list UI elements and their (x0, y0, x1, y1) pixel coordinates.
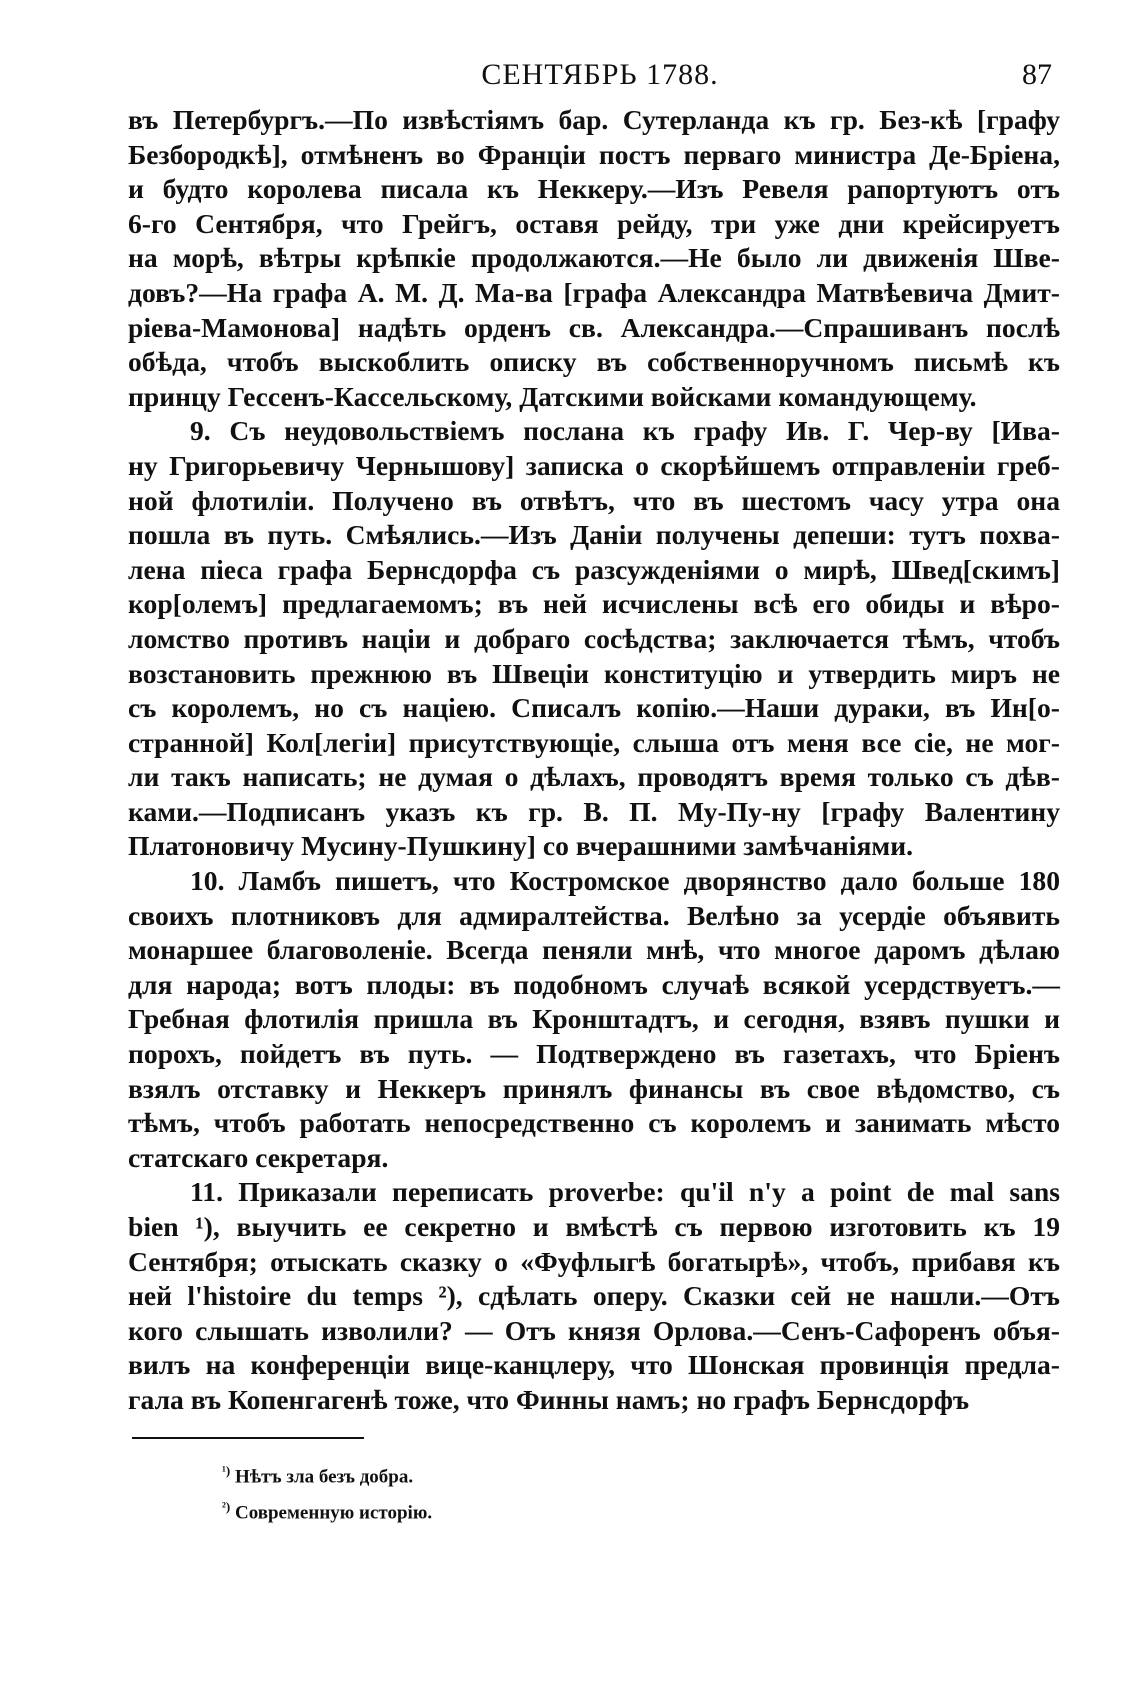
text-line: bien ¹), выучить ее секретно и вмѣстѣ съ первою изготовить къ 19 (128, 1211, 1060, 1242)
footnote (222, 1456, 432, 1492)
text-line: 10. Ламбъ пишетъ, что Костромское дворянство дало больше 180 (190, 865, 1060, 897)
text-line: принцу Гессенъ-Кассельскому, Датскими войсками командующему. (128, 380, 977, 412)
footnotes (222, 1456, 432, 1529)
text-line: Гребная флотилія пришла въ Кронштадтъ, и сегодня, взявъ пушки и (128, 1003, 1060, 1035)
paragraph (128, 414, 1060, 864)
text-line: Сентября; отыскать сказку о «Фуфлыгѣ богатырѣ», чтобъ, прибавя къ (128, 1245, 1060, 1277)
text-line: пошла въ путь. Смѣялись.—Изъ Даніи получены депеши: тутъ похва- (128, 519, 1060, 551)
text-line: монаршее благоволеніе. Всегда пеняли мнѣ, что многое даромъ дѣлаю (128, 934, 1060, 966)
footnote-mark: ²) (222, 1499, 231, 1515)
footnote-rule (132, 1437, 364, 1439)
text-line: ной флотиліи. Получено въ отвѣтъ, что въ шестомъ часу утра она (128, 484, 1060, 516)
text-line: тѣмъ, чтобъ работать непосредственно съ королемъ и занимать мѣсто (128, 1107, 1060, 1139)
text-line: взялъ отставку и Неккеръ принялъ финансы въ свое вѣдомство, съ (128, 1072, 1060, 1104)
text-line: ну Григорьевичу Чернышову] записка о скорѣйшемъ отправленіи греб- (128, 449, 1060, 481)
text-line: въ Петербургъ.—По извѣстіямъ бар. Сутерланда къ гр. Без-кѣ [графу (128, 104, 1060, 135)
text-line: 11. Приказали переписать proverbe: qu'il n'y a point de mal sans (190, 1176, 1060, 1208)
text-line: ріева-Мамонова] надѣть орденъ св. Александра.—Спрашиванъ послѣ (128, 311, 1060, 343)
text-line: гала въ Копенгагенѣ тоже, что Финны намъ; но графъ Бернсдорфъ (128, 1383, 970, 1415)
text-line: для народа; вотъ плоды: въ подобномъ случаѣ всякой усердствуетъ.— (128, 968, 1060, 1000)
text-line: на морѣ, вѣтры крѣпкіе продолжаются.—Не было ли движенія Шве- (128, 242, 1060, 274)
text-line: 6-го Сентября, что Грейгъ, оставя рейду, три уже дни крейсируетъ (128, 207, 1060, 239)
text-line: кого слышать изволили? — Отъ князя Орлова.—Сенъ-Сафоренъ объя- (128, 1314, 1060, 1346)
page-number: 87 (1022, 58, 1052, 91)
text-line: ломство противъ націи и добраго сосѣдства; заключается тѣмъ, чтобъ (128, 622, 1060, 654)
text-line: 9. Съ неудовольствіемъ послана къ графу Ив. Г. Чер-ву [Ива- (190, 415, 1060, 447)
footnote-text: Современную исторію. (234, 1502, 433, 1524)
text-line: Безбородкѣ], отмѣненъ во Франціи постъ перваго министра Де-Бріена, (128, 138, 1060, 170)
paragraph (128, 864, 1060, 1175)
footnote-mark: ¹) (222, 1463, 231, 1478)
page-header (120, 58, 1080, 98)
text-line: ками.—Подписанъ указъ къ гр. В. П. Му-Пу-ну [графу Валентину (128, 795, 1060, 827)
text-line: довъ?—На графа А. М. Д. Ма-ва [графа Александра Матвѣевича Дмит- (128, 276, 1060, 308)
text-line: странной] Кол[легіи] присутствующіе, слыша отъ меня все сіе, не мог- (128, 726, 1060, 758)
text-line: ли такъ написать; не думая о дѣлахъ, проводятъ время только съ дѣв- (128, 761, 1060, 793)
text-line: порохъ, пойдетъ въ путь. — Подтверждено въ газетахъ, что Бріенъ (128, 1038, 1060, 1070)
footnote (222, 1492, 432, 1528)
text-line: лена піеса графа Бернсдорфа съ разсужденіями о мирѣ, Швед[скимъ] (128, 553, 1060, 585)
text-line: и будто королева писала къ Неккеру.—Изъ Ревеля рапортуютъ отъ (128, 173, 1060, 205)
text-line: своихъ плотниковъ для адмиралтейства. Велѣно за усердіе объявить (128, 899, 1060, 931)
paragraph (128, 1175, 1060, 1417)
text-line: Платоновичу Мусину-Пушкину] со вчерашними замѣчаніями. (128, 830, 913, 862)
text-line: кор[олемъ] предлагаемомъ; въ ней исчислены всѣ его обиды и вѣро- (128, 588, 1060, 620)
text-line: вилъ на конференціи вице-канцлеру, что Шонская провинція предла- (128, 1349, 1060, 1381)
text-line: статскаго секретаря. (128, 1141, 389, 1173)
paragraph (128, 103, 1060, 414)
body-text (128, 103, 1060, 1418)
text-line: ней l'histoire du temps ²), сдѣлать оперу. Сказки сей не нашли.—Отъ (128, 1280, 1060, 1312)
footnote-text: Нѣтъ зла безъ добра. (234, 1466, 414, 1488)
text-line: возстановить прежнюю въ Швеціи конституцію и утвердить миръ не (128, 657, 1060, 689)
running-head: СЕНТЯБРЬ 1788. (481, 58, 719, 91)
text-line: обѣда, чтобъ выскоблить описку въ собственноручномъ письмѣ къ (128, 346, 1060, 378)
text-line: съ королемъ, но съ націею. Списалъ копію.—Наши дураки, въ Ин[о- (128, 692, 1060, 724)
